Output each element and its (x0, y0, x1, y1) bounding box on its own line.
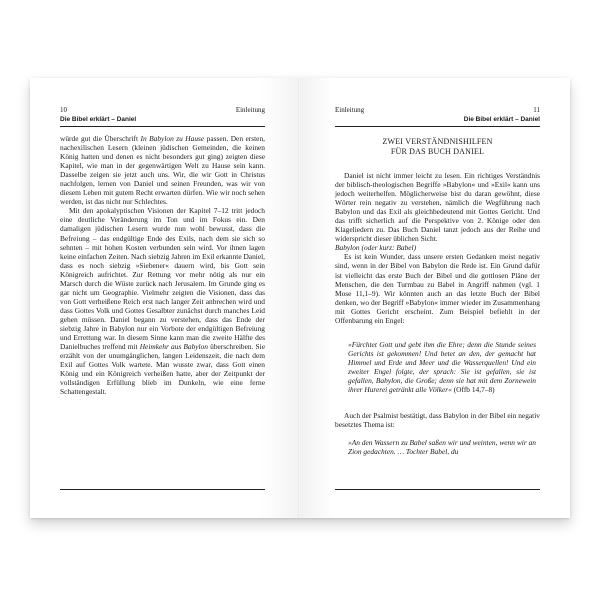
quote-revelation: »Fürchtet Gott und gebt ihm die Ehre; denn die Stunde seines Gerichts ist gekommen! Und betet an den, der gemacht hat Himmel und Erde und Meer und die Wasserquellen! Und ein zweiter Engel folgte, der sprach: Sie ist gefallen, sie ist gefallen, Babylon, die Große; denn sie hat mit dem Zornewein ihrer Hurerei getränkt alle Völker« (Offb 14,7–8) (348, 340, 536, 395)
right-running-head-chapter: Einleitung (335, 106, 365, 114)
right-header-rule (335, 126, 540, 127)
right-paragraph-1: Daniel ist nicht immer leicht zu lesen. Ein richtiges Verständnis der biblisch-theologischen Begriffe »Babylon« und »Exil« kann uns jedoch weiterhelfen. Möglicherweise bist du daran gewöhnt, diese Wörter rein negativ zu verstehen, nämlich die Wegführung nach Babylon und das Exil als gleichbedeutend mit Gottes Gericht. Und das trifft sicherlich auf die Perspektive von 2. Könige oder den Klageliedern zu. Das Buch Daniel tanzt jedoch aus der Reihe und widerspricht dieser üblichen Sicht. (335, 171, 540, 244)
right-page-number: 11 (533, 106, 540, 114)
left-running-head-chapter: Einleitung (235, 106, 265, 114)
right-body-text (335, 171, 540, 325)
right-paragraph-3: Auch der Psalmist bestätigt, dass Babylon in der Bibel ein negativ besetztes Thema ist: (335, 411, 540, 430)
left-footer-rule (60, 489, 265, 490)
left-page-number: 10 (60, 106, 67, 114)
left-running-header (60, 106, 265, 124)
right-paragraph-2: Es ist kein Wunder, dass unsere ersten Gedanken meist negativ sind, wenn in der Bibel von Babylon die Rede ist. Ein Grund dafür ist vielleicht das erste Buch der Bibel und die gottlosen Pläne der Menschen, die den Turmbau zu Babel in Angriff nahmen (vgl. 1 Mose 11,1–9). Wir könnten auch an das letzte Buch der Bibel denken, wo der Begriff »Babylon« immer wieder im Zusammenhang mit Gottes Gericht erscheint. Zum Beispiel befiehlt in der Offenbarung ein Engel: (335, 252, 540, 325)
right-running-header (335, 106, 540, 124)
subheading-babylon: Babylon (oder kurz: Babel) (335, 243, 417, 253)
quote-psalm: »An den Wassern zu Babel saßen wir und weinten, wenn wir an Zion gedachten. … Tochter Babel, du (348, 438, 536, 457)
left-page (30, 78, 300, 518)
right-running-title: Die Bibel erklärt – Daniel (463, 116, 540, 123)
left-running-title: Die Bibel erklärt – Daniel (60, 116, 137, 123)
left-header-rule (60, 126, 265, 127)
left-paragraph-2: Mit den apokalyptischen Visionen der Kapitel 7–12 tritt jedoch eine deutliche Veränderung im Ton und im Fokus ein. Den damaligen jüdischen Lesern wurde nun wohl bewusst, dass die Befreiung – das endgültige Ende des Exils, nach dem sie sich so sehnten – mit hohen Kosten verbunden sein wird. Vor ihnen lagen keine einfachen Zeiten. Nach siebzig Jahren im Exil erkannte Daniel, dass es noch siebzig »Siebener« dauern wird, bis Gott sein Königreich aufrichtet. Zur Rettung vor mehr nötig als nur ein Marsch durch die Wüste zurück nach Jerusalem. Im Grunde ging es gar nicht um Geographie. Vielmehr zeigten die Visionen, dass das von Gott verheißene Reich erst nach langer Zeit anbrechen wird und dass Gottes Volk und Gottes Gesalbter zunächst durch manches Leid gehen müssen. Daniel begann zu verstehen, dass das Ende der siebzig Jahre in Babylon nur ein Vorbote der endgültigen Befreiung und Errettung war. In diesem Sinne kann man die zweite Hälfte des Danielbuches treffend mit Heimkehr aus Babylon überschreiben. Sie erzählt von der unumgänglichen, langen Leidenszeit, die nach dem Exil auf Gottes Volk wartete. Man wusste zwar, dass Gott einen König und ein Königreich verheißen hatte, aber der Zeitpunkt der vollständigen Erfüllung blieb im Dunkeln, wie eine ferne Schattengestalt. (60, 206, 266, 397)
right-page (300, 78, 570, 518)
left-body-text (60, 134, 265, 396)
book-spread (30, 78, 570, 518)
left-paragraph-1: würde gut die Überschrift In Babylon zu Hause passen. Den ersten, nachexilischen Lesern (kleinen jüdischen Gemeinden, die keinen König hatten und denen es nicht besonders gut ging) zeigten diese Kapitel, wie man in der gegenwärtigen Welt zu Hause sein kann. Dasselbe zeigen sie jetzt auch uns. Wir, die wir Gott in Christus nachfolgen, lernen von Daniel und seinen Freunden, was wir von diesem Leben mit gutem Recht erwarten dürfen. Wie wir noch sehen werden, ist das nicht nur Schlechtes. (60, 134, 265, 207)
section-title: ZWEI VERSTÄNDNISHILFEN FÜR DAS BUCH DANIEL (382, 137, 493, 156)
right-footer-rule (335, 489, 540, 490)
right-body-text-2 (335, 411, 540, 429)
